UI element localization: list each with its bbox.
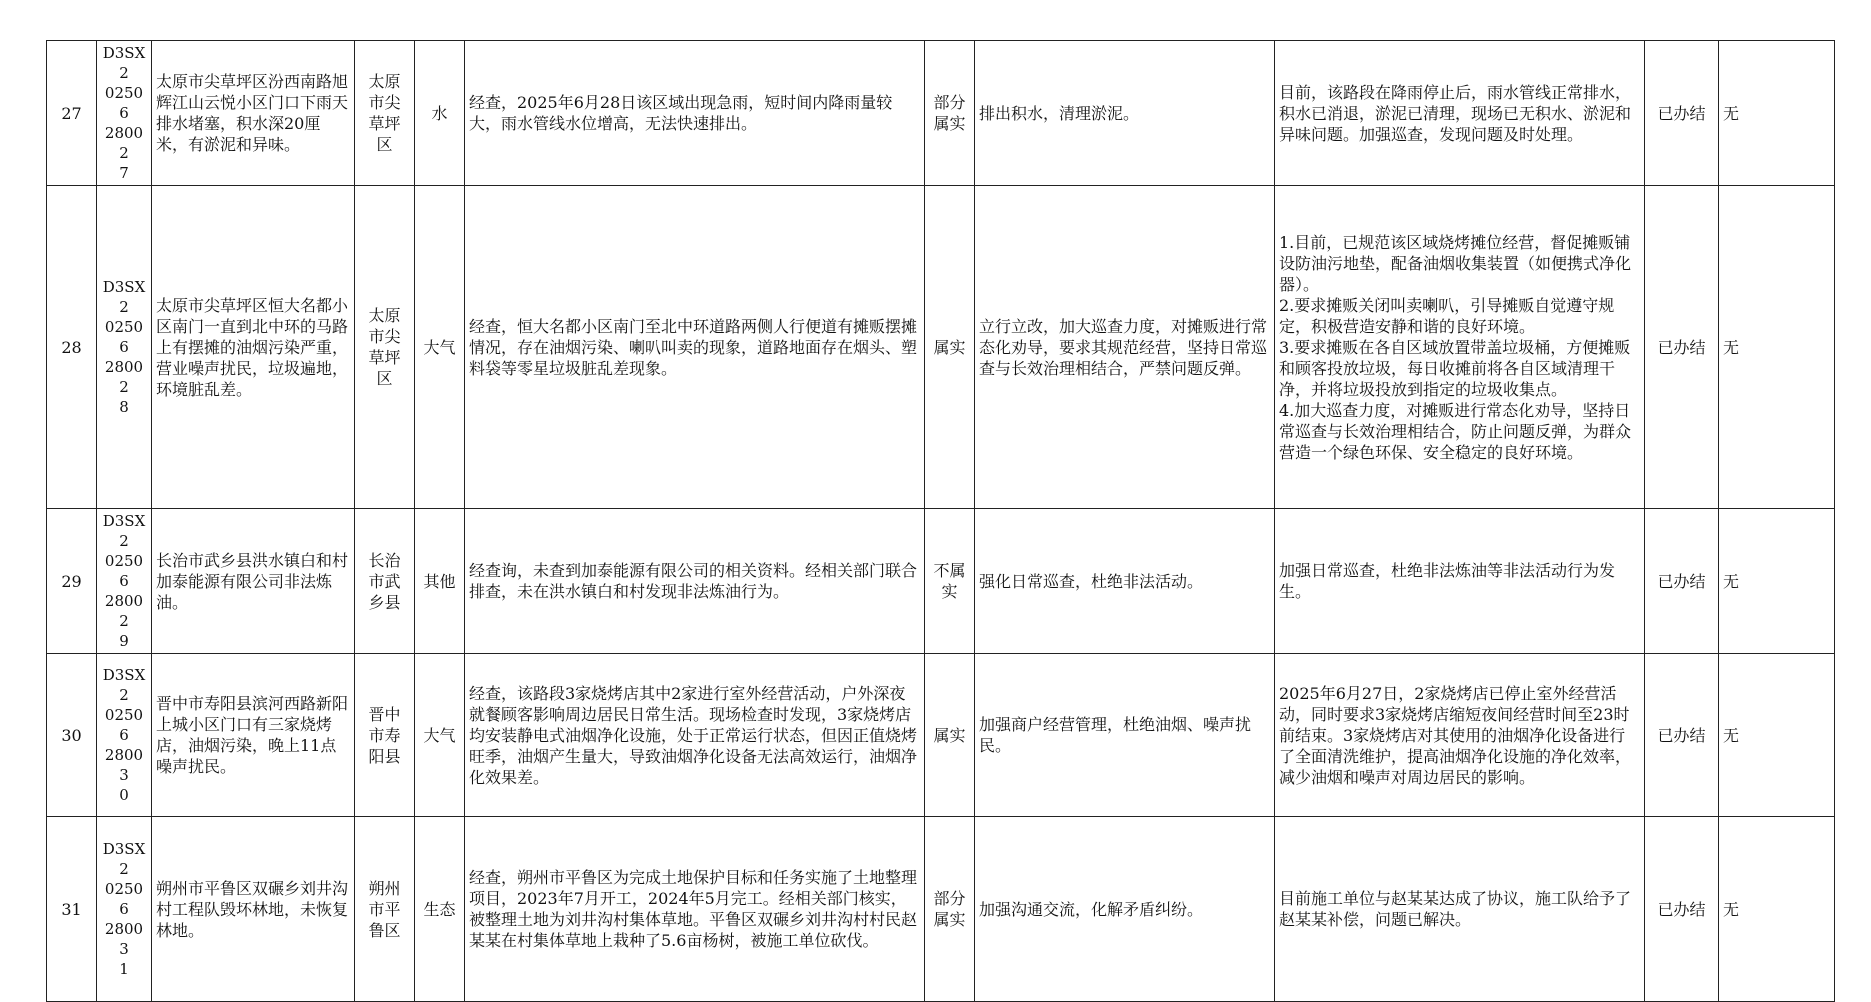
investigation-finding: 经查，朔州市平鲁区为完成土地保护目标和任务实施了土地整理项目，2023年7月开工，2024年5月完工。经相关部门核实，被整理土地为刘井沟村集体草地。平鲁区双碾乡刘井沟村村民赵某某在村集体草地上栽种了5.6亩杨树，被施工单位砍伐。 <box>465 817 925 1002</box>
verification-result: 部分 属实 <box>925 41 975 186</box>
investigation-finding: 经查询，未查到加泰能源有限公司的相关资料。经相关部门联合排查，未在洪水镇白和村发现非法炼油行为。 <box>465 509 925 654</box>
case-id: D3SX2 02506 28003 1 <box>97 817 152 1002</box>
handling-measures: 排出积水，清理淤泥。 <box>975 41 1275 186</box>
row-number: 29 <box>47 509 97 654</box>
case-status: 已办结 <box>1645 41 1719 186</box>
row-number: 30 <box>47 654 97 817</box>
complaint-description: 太原市尖草坪区汾西南路旭辉江山云悦小区门口下雨天排水堵塞，积水深20厘米，有淤泥和异味。 <box>152 41 355 186</box>
remark: 无 <box>1719 509 1835 654</box>
complaint-table <box>46 40 1835 1002</box>
complaint-description: 太原市尖草坪区恒大名都小区南门一直到北中环的马路上有摆摊的油烟污染严重，营业噪声扰民，垃圾遍地，环境脏乱差。 <box>152 186 355 509</box>
table-row <box>47 186 1835 509</box>
pollution-type: 大气 <box>415 654 465 817</box>
administrative-area: 太原 市尖 草坪 区 <box>355 186 415 509</box>
remark: 无 <box>1719 654 1835 817</box>
case-id: D3SX2 02506 28003 0 <box>97 654 152 817</box>
case-id: D3SX2 02506 28002 9 <box>97 509 152 654</box>
rectification-result: 目前，该路段在降雨停止后，雨水管线正常排水，积水已消退，淤泥已清理，现场已无积水、淤泥和异味问题。加强巡查，发现问题及时处理。 <box>1275 41 1645 186</box>
investigation-finding: 经查，恒大名都小区南门至北中环道路两侧人行便道有摊贩摆摊情况，存在油烟污染、喇叭叫卖的现象，道路地面存在烟头、塑料袋等零星垃圾脏乱差现象。 <box>465 186 925 509</box>
rectification-result: 1.目前，已规范该区域烧烤摊位经营，督促摊贩铺设防油污地垫，配备油烟收集装置（如便携式净化器）。 2.要求摊贩关闭叫卖喇叭，引导摊贩自觉遵守规定，积极营造安静和谐的良好环境。 3.要求摊贩在各自区域放置带盖垃圾桶，方便摊贩和顾客投放垃圾，每日收摊前将各自区域清理干净，并将垃圾投放到指定的垃圾收集点。 4.加大巡查力度，对摊贩进行常态化劝导，坚持日常巡查与长效治理相结合，防止问题反弹，为群众营造一个绿色环保、安全稳定的良好环境。 <box>1275 186 1645 509</box>
case-id: D3SX2 02506 28002 8 <box>97 186 152 509</box>
remark: 无 <box>1719 186 1835 509</box>
rectification-result: 目前施工单位与赵某某达成了协议，施工队给予了赵某某补偿，问题已解决。 <box>1275 817 1645 1002</box>
table-row <box>47 509 1835 654</box>
complaint-description: 长治市武乡县洪水镇白和村加泰能源有限公司非法炼油。 <box>152 509 355 654</box>
verification-result: 属实 <box>925 654 975 817</box>
table-row <box>47 817 1835 1002</box>
verification-result: 属实 <box>925 186 975 509</box>
row-number: 28 <box>47 186 97 509</box>
complaint-description: 晋中市寿阳县滨河西路新阳上城小区门口有三家烧烤店，油烟污染，晚上11点噪声扰民。 <box>152 654 355 817</box>
case-status: 已办结 <box>1645 817 1719 1002</box>
investigation-finding: 经查，该路段3家烧烤店其中2家进行室外经营活动，户外深夜就餐顾客影响周边居民日常生活。现场检查时发现，3家烧烤店均安装静电式油烟净化设施，处于正常运行状态，但因正值烧烤旺季，油烟产生量大，导致油烟净化设备无法高效运行，油烟净化效果差。 <box>465 654 925 817</box>
administrative-area: 太原 市尖 草坪 区 <box>355 41 415 186</box>
remark: 无 <box>1719 817 1835 1002</box>
handling-measures: 强化日常巡查，杜绝非法活动。 <box>975 509 1275 654</box>
case-status: 已办结 <box>1645 186 1719 509</box>
case-status: 已办结 <box>1645 509 1719 654</box>
pollution-type: 其他 <box>415 509 465 654</box>
administrative-area: 晋中 市寿 阳县 <box>355 654 415 817</box>
pollution-type: 生态 <box>415 817 465 1002</box>
pollution-type: 大气 <box>415 186 465 509</box>
verification-result: 不属 实 <box>925 509 975 654</box>
table-row <box>47 654 1835 817</box>
verification-result: 部分 属实 <box>925 817 975 1002</box>
remark: 无 <box>1719 41 1835 186</box>
investigation-finding: 经查，2025年6月28日该区域出现急雨，短时间内降雨量较大，雨水管线水位增高，无法快速排出。 <box>465 41 925 186</box>
complaint-description: 朔州市平鲁区双碾乡刘井沟村工程队毁坏林地，未恢复林地。 <box>152 817 355 1002</box>
row-number: 27 <box>47 41 97 186</box>
rectification-result: 加强日常巡查，杜绝非法炼油等非法活动行为发生。 <box>1275 509 1645 654</box>
handling-measures: 加强商户经营管理，杜绝油烟、噪声扰民。 <box>975 654 1275 817</box>
pollution-type: 水 <box>415 41 465 186</box>
case-id: D3SX2 02506 28002 7 <box>97 41 152 186</box>
rectification-result: 2025年6月27日，2家烧烤店已停止室外经营活动，同时要求3家烧烤店缩短夜间经营时间至23时前结束。3家烧烤店对其使用的油烟净化设备进行了全面清洗维护，提高油烟净化设施的净化效率，减少油烟和噪声对周边居民的影响。 <box>1275 654 1645 817</box>
handling-measures: 加强沟通交流，化解矛盾纠纷。 <box>975 817 1275 1002</box>
handling-measures: 立行立改，加大巡查力度，对摊贩进行常态化劝导，要求其规范经营，坚持日常巡查与长效治理相结合，严禁问题反弹。 <box>975 186 1275 509</box>
case-status: 已办结 <box>1645 654 1719 817</box>
administrative-area: 朔州 市平 鲁区 <box>355 817 415 1002</box>
table-row <box>47 41 1835 186</box>
row-number: 31 <box>47 817 97 1002</box>
administrative-area: 长治 市武 乡县 <box>355 509 415 654</box>
